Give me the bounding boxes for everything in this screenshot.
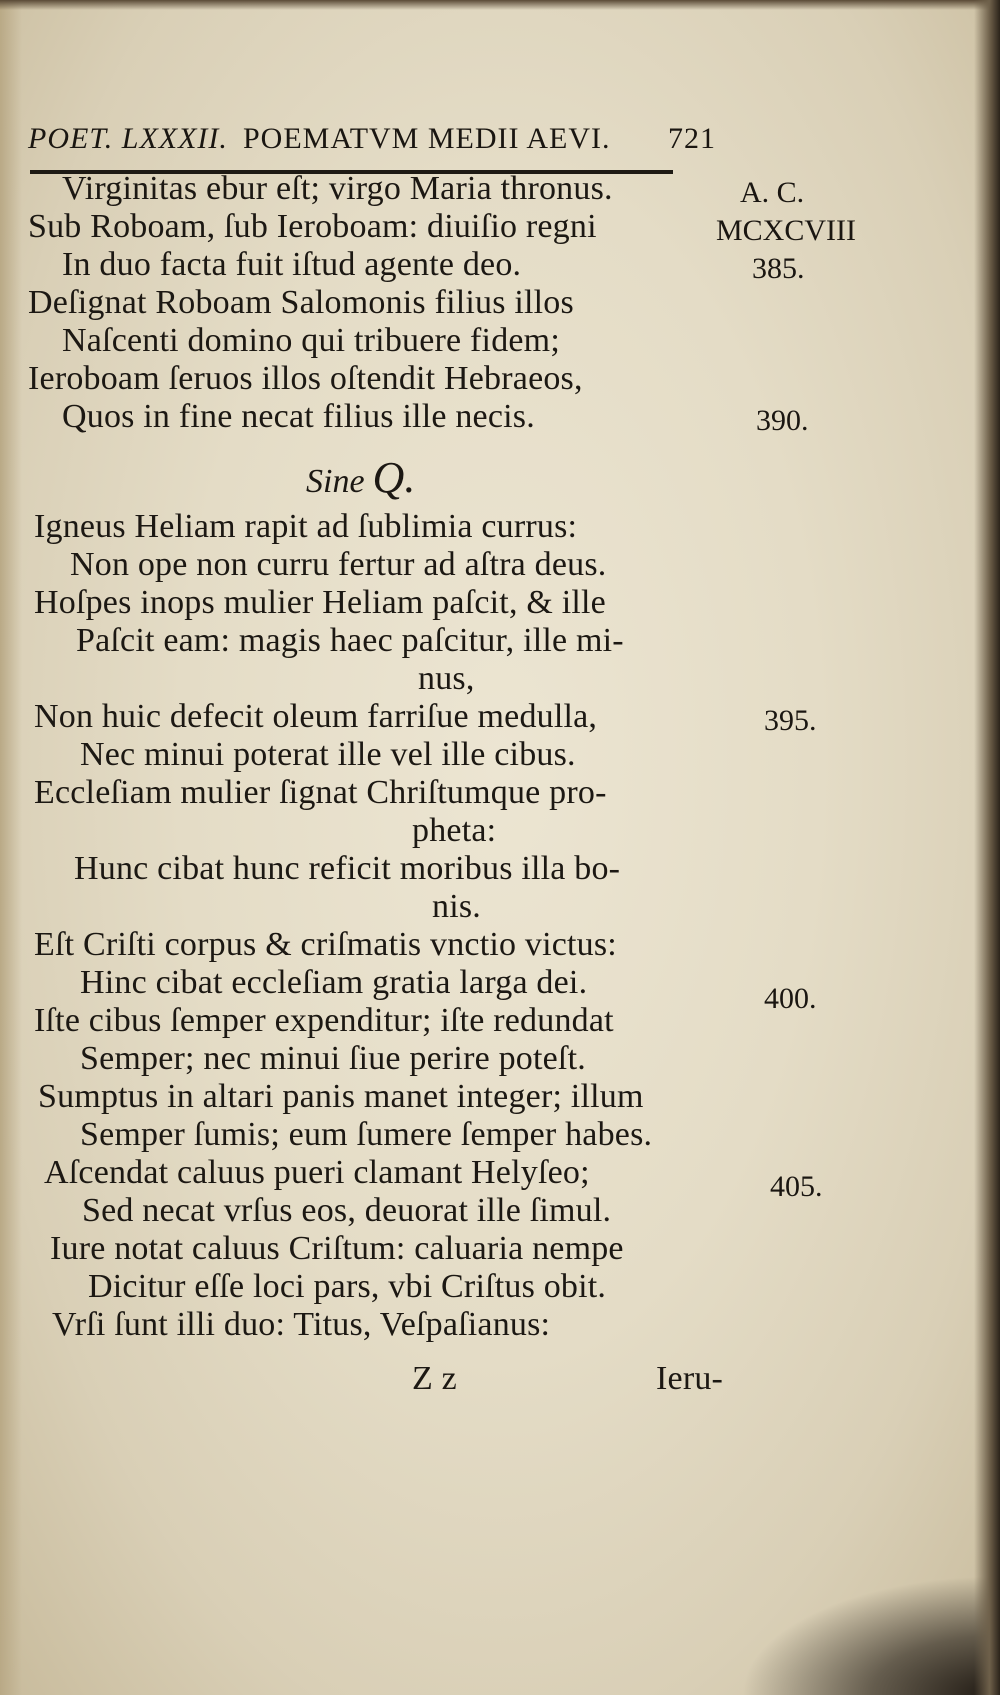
verse-line: Naſcenti domino qui tribuere fidem; [62, 322, 560, 359]
verse-line: nis. [432, 888, 481, 925]
margin-line-number: 405. [770, 1170, 823, 1203]
verse-line: Sed necat vrſus eos, deuorat ille ſimul. [82, 1192, 612, 1229]
verse-line: nus, [418, 660, 475, 697]
verse-line: Dicitur eſſe loci pars, vbi Criſtus obit. [88, 1268, 607, 1305]
header-left: POET. LXXXII. [28, 122, 228, 155]
verse-line: Hoſpes inops mulier Heliam paſcit, & ille [34, 584, 606, 621]
signature-mark: Z z [412, 1360, 457, 1397]
verse-line: Virginitas ebur eſt; virgo Maria thronus. [62, 170, 613, 207]
section-heading-word: Sine [306, 463, 365, 500]
margin-line-number: 400. [764, 982, 817, 1015]
verse-line: Semper ſumis; eum ſumere ſemper habes. [80, 1116, 653, 1153]
verse-line: Eſt Criſti corpus & criſmatis vnctio victus: [34, 926, 617, 963]
margin-line-number: 395. [764, 704, 817, 737]
verse-line: pheta: [412, 812, 497, 849]
verse-line: Deſignat Roboam Salomonis filius illos [28, 284, 574, 321]
margin-line-number: 385. [752, 252, 805, 285]
verse-line: Sub Roboam, ſub Ieroboam: diuiſio regni [28, 208, 597, 245]
page-top-edge [0, 0, 1000, 10]
verse-line: Igneus Heliam rapit ad ſublimia currus: [34, 508, 578, 545]
verse-line: Vrſi ſunt illi duo: Titus, Veſpaſianus: [52, 1306, 551, 1343]
verse-line: Non ope non curru fertur ad aſtra deus. [70, 546, 607, 583]
margin-line-number: 390. [756, 404, 809, 437]
header-title: POEMATVM MEDII AEVI. [243, 122, 611, 155]
catchword: Ieru- [656, 1360, 724, 1397]
verse-line: Hunc cibat hunc reficit moribus illa bo- [74, 850, 621, 887]
verse-line: Quos in fine necat filius ille necis. [62, 398, 535, 435]
page-number: 721 [668, 122, 716, 155]
verse-line: Semper; nec minui ſiue perire poteſt. [80, 1040, 586, 1077]
verse-line: Sumptus in altari panis manet integer; illum [38, 1078, 644, 1115]
verse-line: Ieroboam ſeruos illos oſtendit Hebraeos, [28, 360, 583, 397]
margin-era-label: A. C. [740, 176, 805, 209]
verse-line: Iure notat caluus Criſtum: caluaria nempe [50, 1230, 624, 1267]
margin-year: MCXCVIII [716, 214, 856, 247]
verse-line: Aſcendat caluus pueri clamant Helyſeo; [44, 1154, 590, 1191]
page-corner-shadow [740, 1575, 1000, 1695]
verse-line: Eccleſiam mulier ſignat Chriſtumque pro- [34, 774, 607, 811]
verse-line: Nec minui poterat ille vel ille cibus. [80, 736, 576, 773]
verse-line: Non huic defecit oleum farriſue medulla, [34, 698, 598, 735]
section-heading-symbol: Q. [372, 453, 416, 502]
verse-line: Paſcit eam: magis haec paſcitur, ille mi- [76, 622, 624, 659]
section-heading [306, 452, 415, 503]
verse-line: In duo facta fuit iſtud agente deo. [62, 246, 522, 283]
verse-line: Iſte cibus ſemper expenditur; iſte redundat [34, 1002, 614, 1039]
verse-line: Hinc cibat eccleſiam gratia larga dei. [80, 964, 588, 1001]
